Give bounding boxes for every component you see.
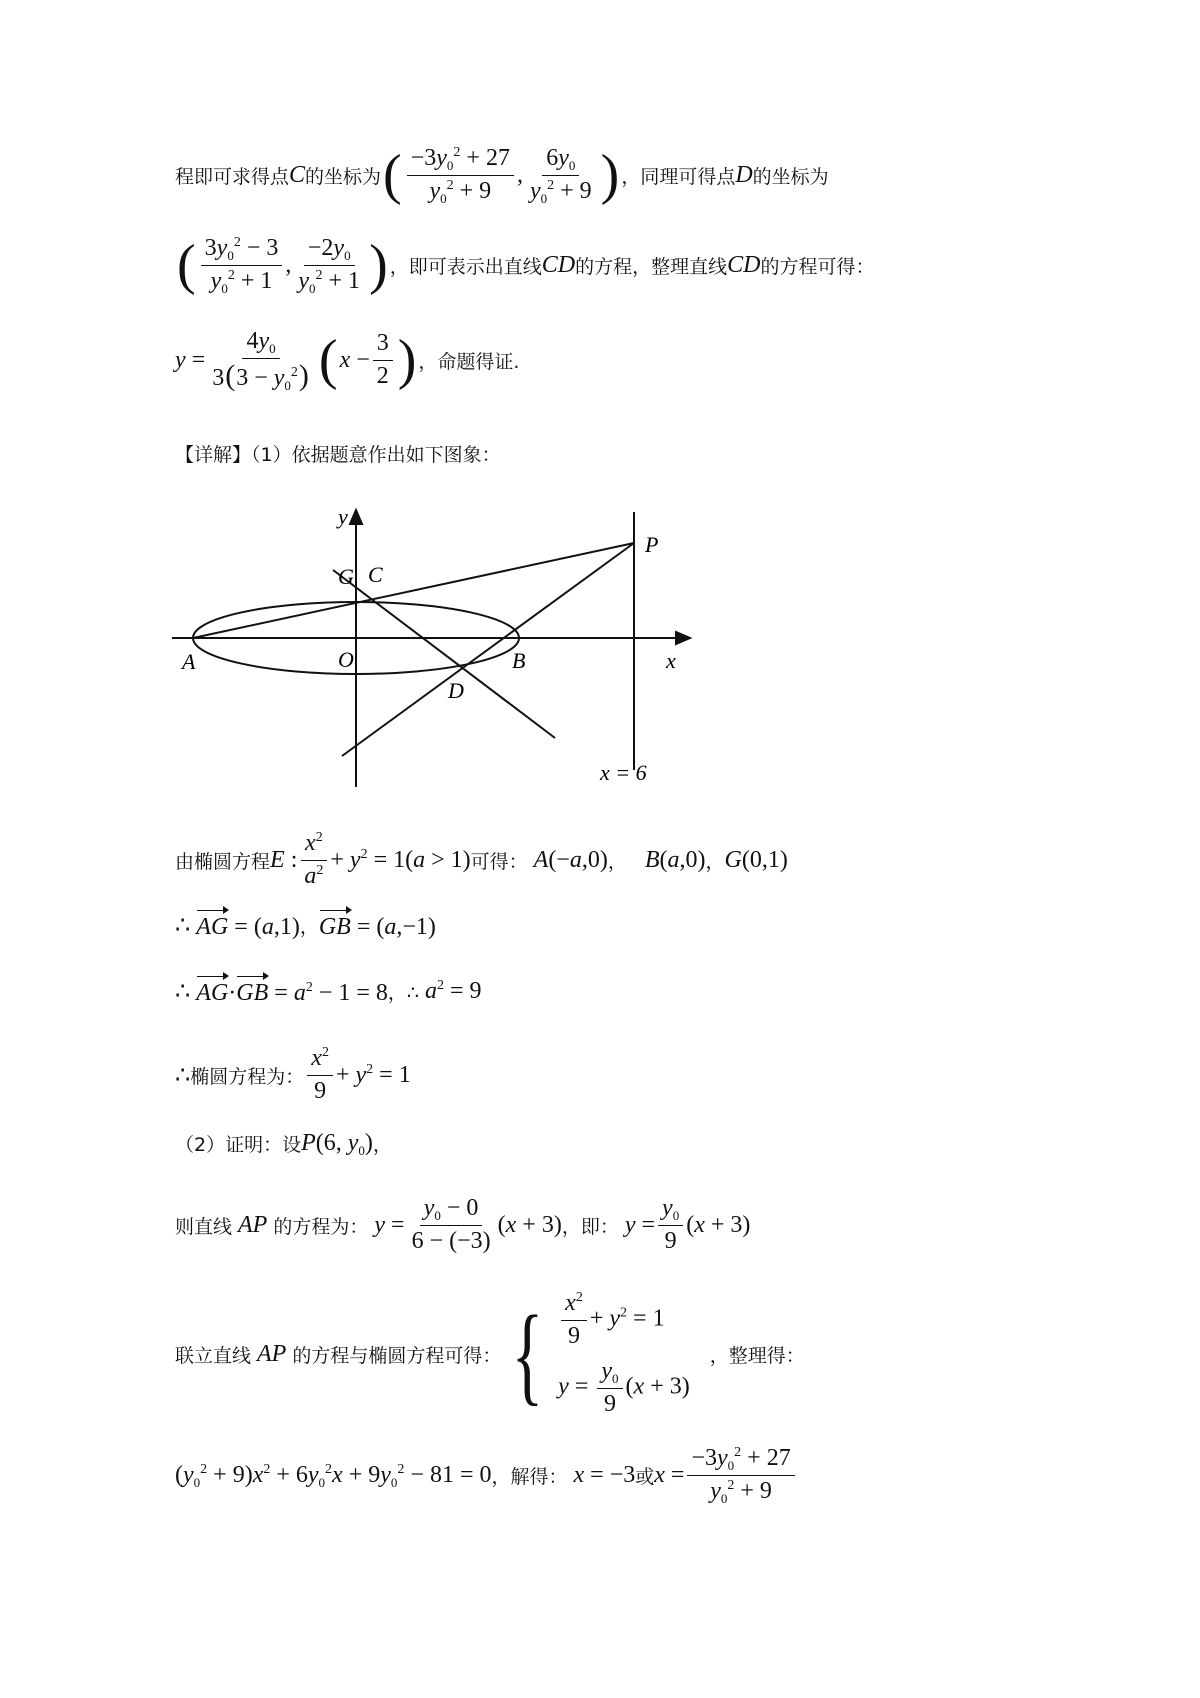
- text: 【详解】（1）依据题意作出如下图象：: [175, 444, 501, 466]
- label-y: y: [338, 504, 348, 529]
- line-8: ∴ 椭圆方程为： $\frac{x^2}{9}$ + $y^2 = 1$: [175, 1045, 411, 1104]
- line-1: 程即可求得点 C 的坐标为 ( $\frac{-3y_0^2 + 27}{y_0^2 + 9}$ , $\frac{6y_0}{y_0^2 + 9}$ ) ，同理可得点 D 的坐标为: [175, 144, 829, 207]
- text: 的坐标为: [752, 165, 829, 188]
- label-a: A: [182, 649, 196, 674]
- text: ，即可表示出直线: [389, 255, 542, 278]
- text: 的坐标为: [305, 165, 382, 188]
- line-2: ( $\frac{3y_0^2 - 3}{y_0^2 + 1}$ , $\frac{-2y_0}{y_0^2 + 1}$ ) ，即可表示出直线 CD 的方程，整理直线 CD 的方程可得：: [177, 234, 875, 297]
- equation-system: { $\frac{x^2}{9}$ + $y^2 = 1$ y = $\frac{y_0}{9}$ (x + 3): [511, 1290, 690, 1417]
- therefore-symbol: ∴: [175, 913, 191, 939]
- text: 程即可求得点: [175, 165, 290, 188]
- text: 椭圆方程为：: [190, 1065, 305, 1088]
- paren: ): [600, 144, 620, 207]
- fraction: $\frac{3y_0^2 - 3}{y_0^2 + 1}$: [201, 235, 283, 295]
- paren: (: [383, 144, 402, 207]
- line-4: [175, 440, 501, 467]
- label-x: x: [666, 648, 676, 673]
- ellipse-diagram: [160, 500, 700, 790]
- text: 的方程可得：: [760, 255, 875, 278]
- text: （2）证明：设: [175, 1134, 302, 1156]
- text: 的方程，整理直线: [575, 255, 728, 278]
- line-12: $(y_0^2 + 9)x^2 + 6y_0^2x + 9y_0^2 - 81 = 0$ ，解得： x = −3 或 x = $\frac{-3y_0^2 + 27}{y_0^2 + 9}$: [175, 1445, 798, 1505]
- point-c-label: C: [289, 161, 306, 188]
- label-p: P: [645, 532, 659, 557]
- label-x6: x = 6: [600, 760, 647, 785]
- line-3: y = $\frac{4y_0}{3(3 - y_0^2)}$ ( x − $\frac{3}{2}$ ) ，命题得证.: [175, 328, 520, 393]
- label-o: O: [338, 647, 354, 672]
- y-axis-arrow: [350, 510, 362, 524]
- fraction: $\frac{-2y_0}{y_0^2 + 1}$: [298, 235, 361, 296]
- line-11: 联立直线 AP 的方程与椭圆方程可得： { $\frac{x^2}{9}$ + $y^2 = 1$ y = $\frac{y_0}{9}$ (x + 3) ，整理得：: [175, 1290, 805, 1417]
- line-6: ∴ AG = (a,1) ， GB = (a,−1): [175, 910, 436, 941]
- text: 可得：: [470, 850, 528, 873]
- text: ，同理可得点: [621, 165, 736, 188]
- x-axis-arrow: [676, 632, 690, 644]
- fraction: $\frac{4y_0}{3(3 - y_0^2)}$: [212, 328, 309, 393]
- label-b: B: [512, 648, 526, 673]
- text: ，命题得证.: [418, 350, 520, 373]
- therefore-symbol: ∴: [175, 1062, 191, 1089]
- line-9: （2）证明：设 P(6, $y_0$) ，: [175, 1130, 392, 1158]
- line-5: 由椭圆方程 E : $\frac{x^2}{a^2}$ + $y^2 = 1(a > 1)$ 可得： A(−a,0) ， B(a,0) ， G(0,1): [175, 830, 788, 889]
- therefore-symbol: ∴: [175, 979, 191, 1005]
- paren: ): [369, 234, 388, 297]
- line-10: 则直线 AP 的方程为： y = $\frac{y_0 - 0}{6 - (-3)}$ (x + 3) ，即： y = $\frac{y_0}{9}$ (x + 3): [175, 1195, 751, 1254]
- line-7: ∴ $AG\cdot GB = a^2 - 1 = 8$ ，∴ $a^2 = 9$: [175, 978, 482, 1006]
- fraction: $\frac{6y_0}{y_0^2 + 9}$: [529, 145, 592, 206]
- text: 由椭圆方程: [175, 850, 271, 873]
- label-c: C: [368, 562, 383, 587]
- label-g: G: [338, 564, 354, 589]
- label-d: D: [448, 678, 464, 703]
- point-d-label: D: [735, 161, 753, 188]
- fraction: $\frac{-3y_0^2 + 27}{y_0^2 + 9}$: [407, 145, 514, 205]
- paren: (: [177, 234, 196, 297]
